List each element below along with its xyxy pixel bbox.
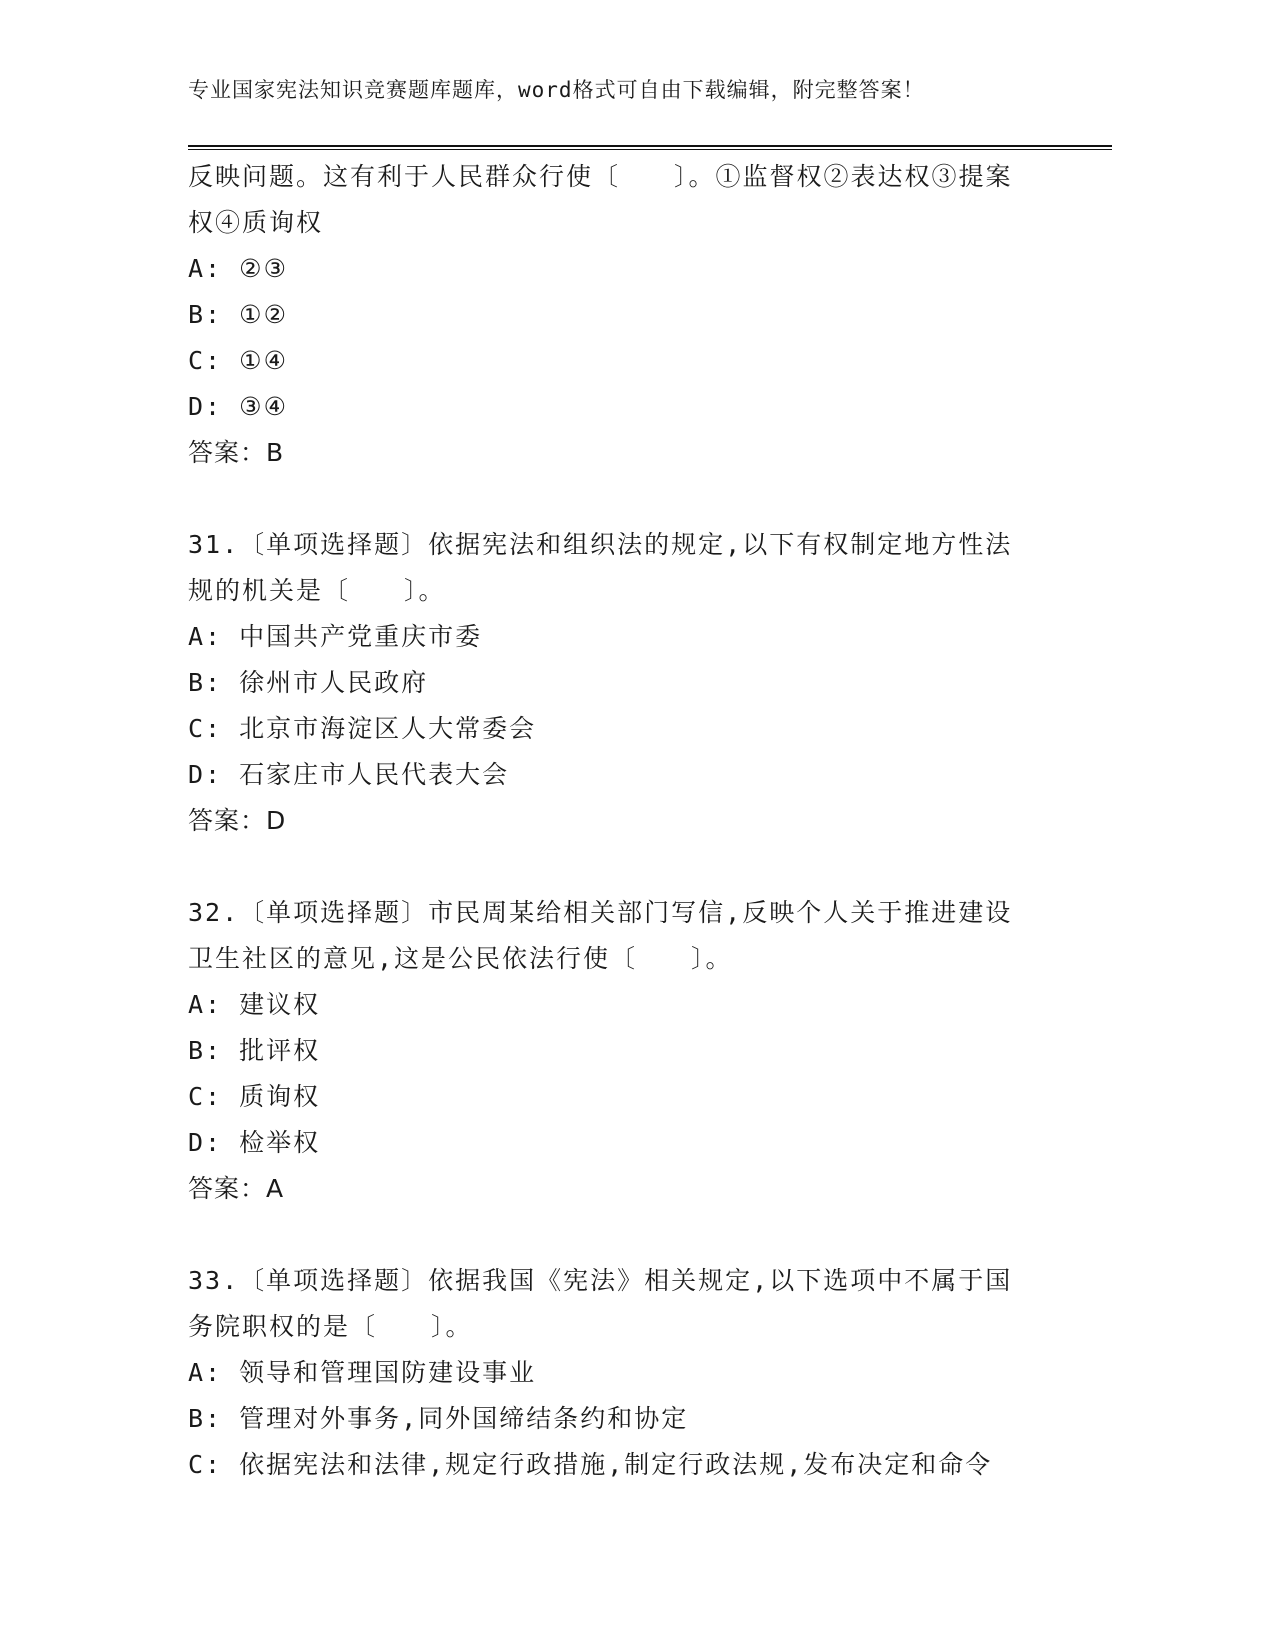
question-stem-line: 务院职权的是〔 〕。	[188, 1312, 473, 1341]
question-stem-line: 32.〔单项选择题〕市民周某给相关部门写信,反映个人关于推进建设	[188, 898, 1013, 927]
page-header: 专业国家宪法知识竞赛题库题库，word格式可自由下载编辑，附完整答案！	[188, 78, 925, 102]
question-31	[188, 522, 1088, 844]
question-stem-line: 33.〔单项选择题〕依据我国《宪法》相关规定,以下选项中不属于国	[188, 1266, 1013, 1295]
question-30-continued	[188, 154, 1088, 476]
option-a: A: 建议权	[188, 990, 321, 1019]
header-divider	[188, 145, 1112, 150]
question-stem-line: 权④质询权	[188, 208, 324, 237]
question-stem-line: 31.〔单项选择题〕依据宪法和组织法的规定,以下有权制定地方性法	[188, 530, 1013, 559]
option-c: C: ①④	[188, 346, 288, 375]
spacer	[188, 476, 1088, 522]
question-stem-line: 反映问题。这有利于人民群众行使〔 〕。①监督权②表达权③提案	[188, 162, 1013, 191]
answer: 答案：A	[188, 1174, 285, 1203]
option-c: C: 北京市海淀区人大常委会	[188, 714, 537, 743]
question-32	[188, 890, 1088, 1212]
option-b: B: 徐州市人民政府	[188, 668, 429, 697]
question-stem-line: 卫生社区的意见,这是公民依法行使〔 〕。	[188, 944, 733, 973]
answer: 答案：B	[188, 438, 285, 467]
option-d: D: 检举权	[188, 1128, 321, 1157]
spacer	[188, 844, 1088, 890]
option-b: B: 批评权	[188, 1036, 321, 1065]
option-b: B: ①②	[188, 300, 288, 329]
option-a: A: 领导和管理国防建设事业	[188, 1358, 537, 1387]
option-d: D: 石家庄市人民代表大会	[188, 760, 510, 789]
question-33	[188, 1258, 1088, 1488]
option-a: A: ②③	[188, 254, 288, 283]
option-d: D: ③④	[188, 392, 288, 421]
option-b: B: 管理对外事务,同外国缔结条约和协定	[188, 1404, 689, 1433]
question-stem-line: 规的机关是〔 〕。	[188, 576, 446, 605]
option-a: A: 中国共产党重庆市委	[188, 622, 483, 651]
option-c: C: 质询权	[188, 1082, 321, 1111]
answer: 答案：D	[188, 806, 287, 835]
question-list	[188, 154, 1088, 1488]
spacer	[188, 1212, 1088, 1258]
option-c: C: 依据宪法和法律,规定行政措施,制定行政法规,发布决定和命令	[188, 1450, 993, 1479]
